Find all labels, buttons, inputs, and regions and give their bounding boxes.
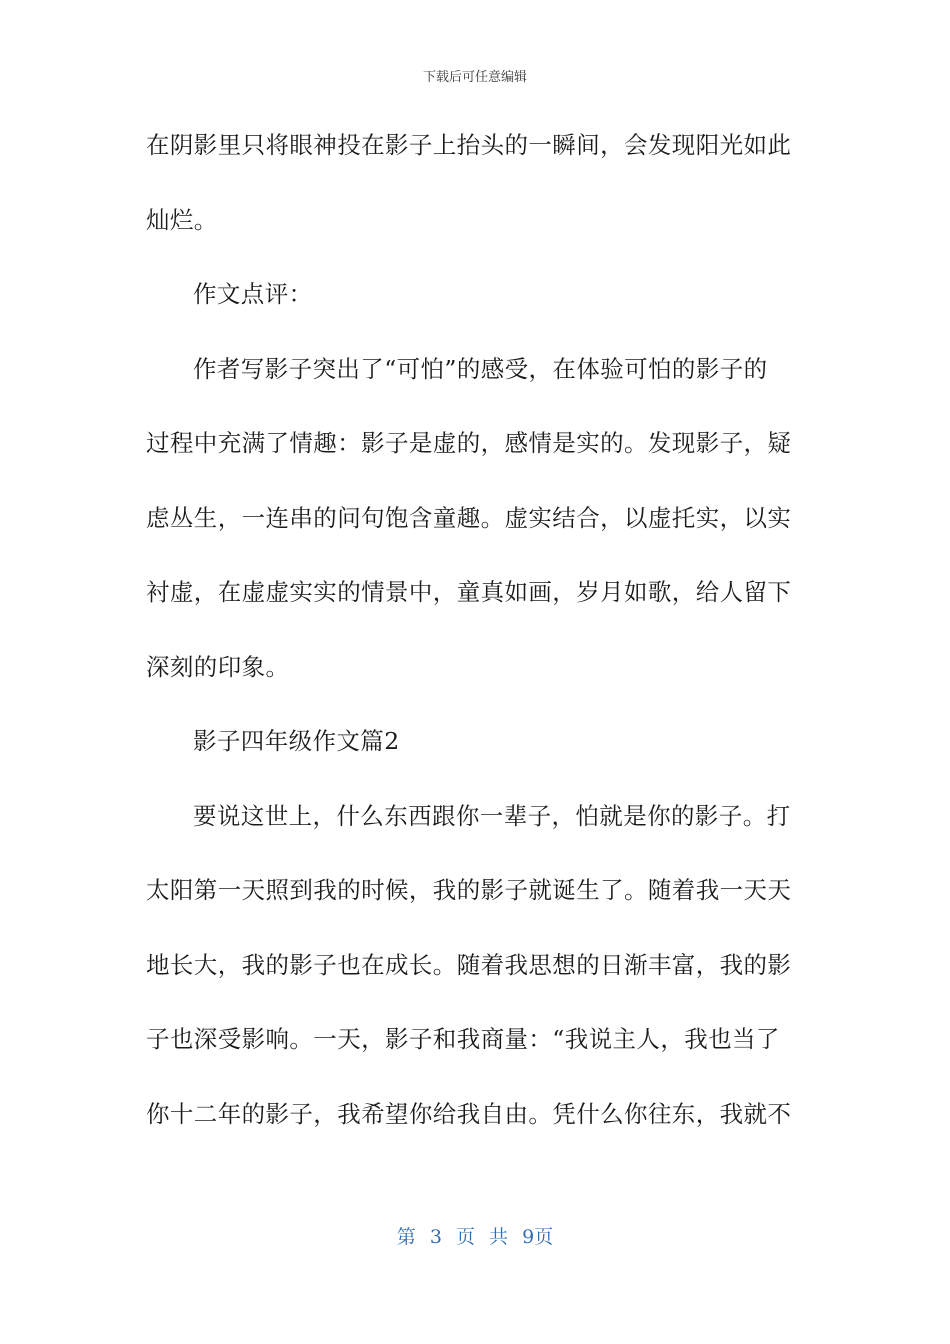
text-line: 作者写影子突出了“可怕”的感受，在体验可怕的影子的 [193,354,768,383]
text-line: 灿烂。 [146,205,218,234]
page-footer [0,1222,950,1249]
text-line: 衬虚，在虚虚实实的情景中，童真如画，岁月如歌，给人留下 [146,578,792,606]
text-line: 要说这世上，什么东西跟你一辈子，怕就是你的影子。打 [193,801,791,830]
page-unit-label: 页 [455,1226,475,1248]
text-line: 深刻的印象。 [146,652,290,681]
page-label: 第 [396,1226,416,1248]
text-line: 虑丛生，一连串的问句饱含童趣。虚实结合，以虚托实，以实 [146,503,792,532]
text-line: 过程中充满了情趣：影子是虚的，感情是实的。发现影子，疑 [146,429,792,457]
text-line: 子也深受影响。一天，影子和我商量：“我说主人，我也当了 [146,1025,780,1053]
text-line: 地长大，我的影子也在成长。随着我思想的日渐丰富，我的影 [146,950,792,979]
total-label: 共 [489,1226,509,1248]
text-line: 你十二年的影子，我希望你给我自由。凭什么你往东，我就不 [146,1099,792,1128]
section-label-comment: 作文点评： [193,280,313,308]
page-header: 下载后可任意编辑 [422,70,527,85]
total-pages: 9页 [522,1226,554,1248]
essay-title: 影子四年级作文篇2 [193,727,400,755]
text-line: 太阳第一天照到我的时候，我的影子就诞生了。随着我一天天 [146,876,792,904]
text-line: 在阴影里只将眼神投在影子上抬头的一瞬间，会发现阳光如此 [146,131,792,159]
current-page-number: 3 [429,1226,442,1248]
document-body [146,108,796,1151]
